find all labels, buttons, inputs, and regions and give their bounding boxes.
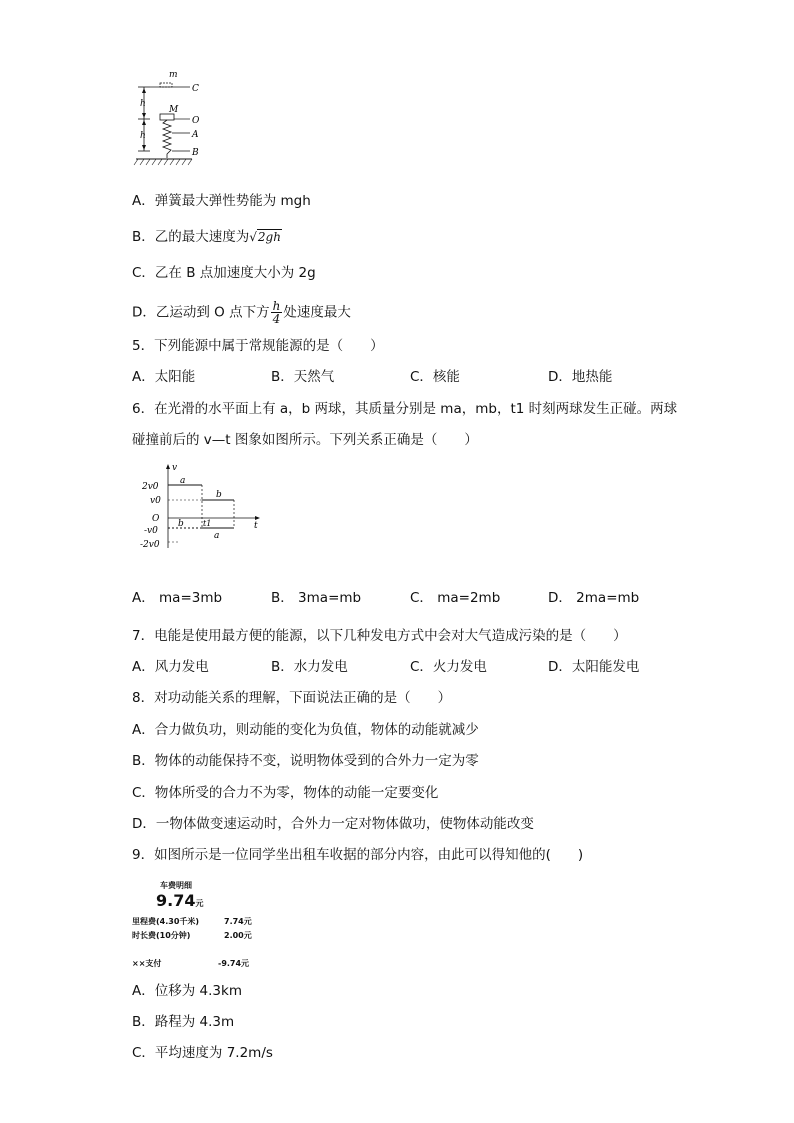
label-t1: t1 bbox=[203, 519, 212, 528]
fraction-numerator: h bbox=[272, 299, 281, 313]
tick-2v0: 2v0 bbox=[142, 482, 159, 492]
q9-stem: 9．如图所示是一位同学坐出租车收据的部分内容，由此可以得知他的( ) bbox=[132, 847, 584, 863]
v-axis-label: v bbox=[172, 463, 178, 473]
fraction-h-over-4 bbox=[271, 300, 283, 325]
mileage-label: 里程费(4.30千米) bbox=[132, 917, 200, 926]
q4-option-d-suffix: 处速度最大 bbox=[283, 304, 351, 321]
q4-option-b-text: B．乙的最大速度为 bbox=[132, 229, 250, 245]
receipt-unit: 元 bbox=[195, 899, 204, 908]
h-label-1: h bbox=[140, 99, 146, 109]
q8-option-c: C．物体所受的合力不为零，物体的动能一定要变化 bbox=[132, 785, 439, 801]
fraction-denominator: 4 bbox=[272, 312, 281, 326]
tick-neg-v0: -v0 bbox=[144, 526, 158, 536]
q4-option-d bbox=[132, 300, 351, 325]
q5-option-c: C．核能 bbox=[410, 369, 460, 385]
receipt-row-mileage bbox=[132, 916, 257, 927]
q4-option-b bbox=[132, 228, 282, 246]
sqrt-radicand: 2gh bbox=[257, 230, 281, 244]
q7-option-b: B．水力发电 bbox=[271, 659, 348, 675]
receipt-title: 车费明细 bbox=[160, 881, 192, 890]
q5-option-a: A．太阳能 bbox=[132, 369, 196, 385]
q8-option-a: A．合力做负功，则动能的变化为负值，物体的动能就减少 bbox=[132, 722, 479, 738]
q6-stem-line2: 碰撞前后的 v—t 图象如图所示。下列关系正确是（ ） bbox=[132, 432, 478, 448]
time-label: 时长费(10分钟) bbox=[132, 931, 191, 940]
receipt-amount: 9.74 bbox=[156, 891, 196, 910]
receipt-row-payment bbox=[132, 958, 257, 969]
q6-option-a: A． ma=3mb bbox=[132, 590, 223, 606]
vt-graph bbox=[140, 462, 270, 552]
q7-option-a: A．风力发电 bbox=[132, 659, 209, 675]
q6-option-c: C． ma=2mb bbox=[410, 590, 501, 606]
payment-value: -9.74元 bbox=[218, 959, 250, 968]
q4-option-a: A．弹簧最大弹性势能为 mgh bbox=[132, 193, 311, 209]
tick-v0: v0 bbox=[150, 496, 161, 506]
q5-stem: 5．下列能源中属于常规能源的是（ ） bbox=[132, 338, 384, 354]
t-axis-label: t bbox=[254, 521, 258, 531]
M-label: M bbox=[169, 105, 179, 115]
q7-stem: 7．电能是使用最方便的能源，以下几种发电方式中会对大气造成污染的是（ ） bbox=[132, 628, 627, 644]
m-label: m bbox=[169, 70, 178, 80]
h-label-2: h bbox=[140, 131, 146, 141]
q8-option-b: B．物体的动能保持不变，说明物体受到的合外力一定为零 bbox=[132, 753, 479, 769]
receipt-row-time bbox=[132, 930, 257, 941]
O-label: O bbox=[192, 116, 200, 126]
label-b-bottom: b bbox=[178, 519, 184, 529]
label-a-top: a bbox=[180, 476, 186, 486]
q8-stem: 8．对功动能关系的理解，下面说法正确的是（ ） bbox=[132, 690, 452, 706]
mileage-value: 7.74元 bbox=[224, 917, 252, 926]
q8-option-d: D．一物体做变速运动时，合外力一定对物体做功，使物体动能改变 bbox=[132, 816, 534, 832]
label-a-bottom: a bbox=[214, 531, 220, 541]
tick-neg-2v0: -2v0 bbox=[140, 540, 160, 550]
q4-option-d-prefix: D．乙运动到 O 点下方 bbox=[132, 304, 270, 321]
q6-option-d: D． 2ma=mb bbox=[548, 590, 640, 606]
q4-option-c: C．乙在 B 点加速度大小为 2g bbox=[132, 265, 316, 281]
payment-label: ××支付 bbox=[132, 959, 162, 968]
spring-figure bbox=[132, 66, 212, 170]
q7-option-c: C．火力发电 bbox=[410, 659, 487, 675]
time-value: 2.00元 bbox=[224, 931, 252, 940]
label-b-top: b bbox=[216, 490, 222, 500]
B-label: B bbox=[192, 148, 199, 158]
q5-option-b: B．天然气 bbox=[271, 369, 335, 385]
q6-stem-line1: 6．在光滑的水平面上有 a，b 两球，其质量分别是 ma，mb，t1 时刻两球发生正碰。两球 bbox=[132, 401, 678, 417]
q6-option-b: B． 3ma=mb bbox=[271, 590, 362, 606]
receipt-total bbox=[156, 891, 203, 910]
A-label: A bbox=[192, 130, 199, 140]
tick-origin: O bbox=[152, 514, 160, 524]
q5-option-d: D．地热能 bbox=[548, 369, 613, 385]
sqrt-expression: √2gh bbox=[249, 230, 281, 244]
q9-option-b: B．路程为 4.3m bbox=[132, 1014, 235, 1030]
q7-option-d: D．太阳能发电 bbox=[548, 659, 640, 675]
q9-option-a: A．位移为 4.3km bbox=[132, 983, 242, 999]
q9-option-c: C．平均速度为 7.2m/s bbox=[132, 1045, 273, 1061]
C-label: C bbox=[192, 84, 199, 94]
